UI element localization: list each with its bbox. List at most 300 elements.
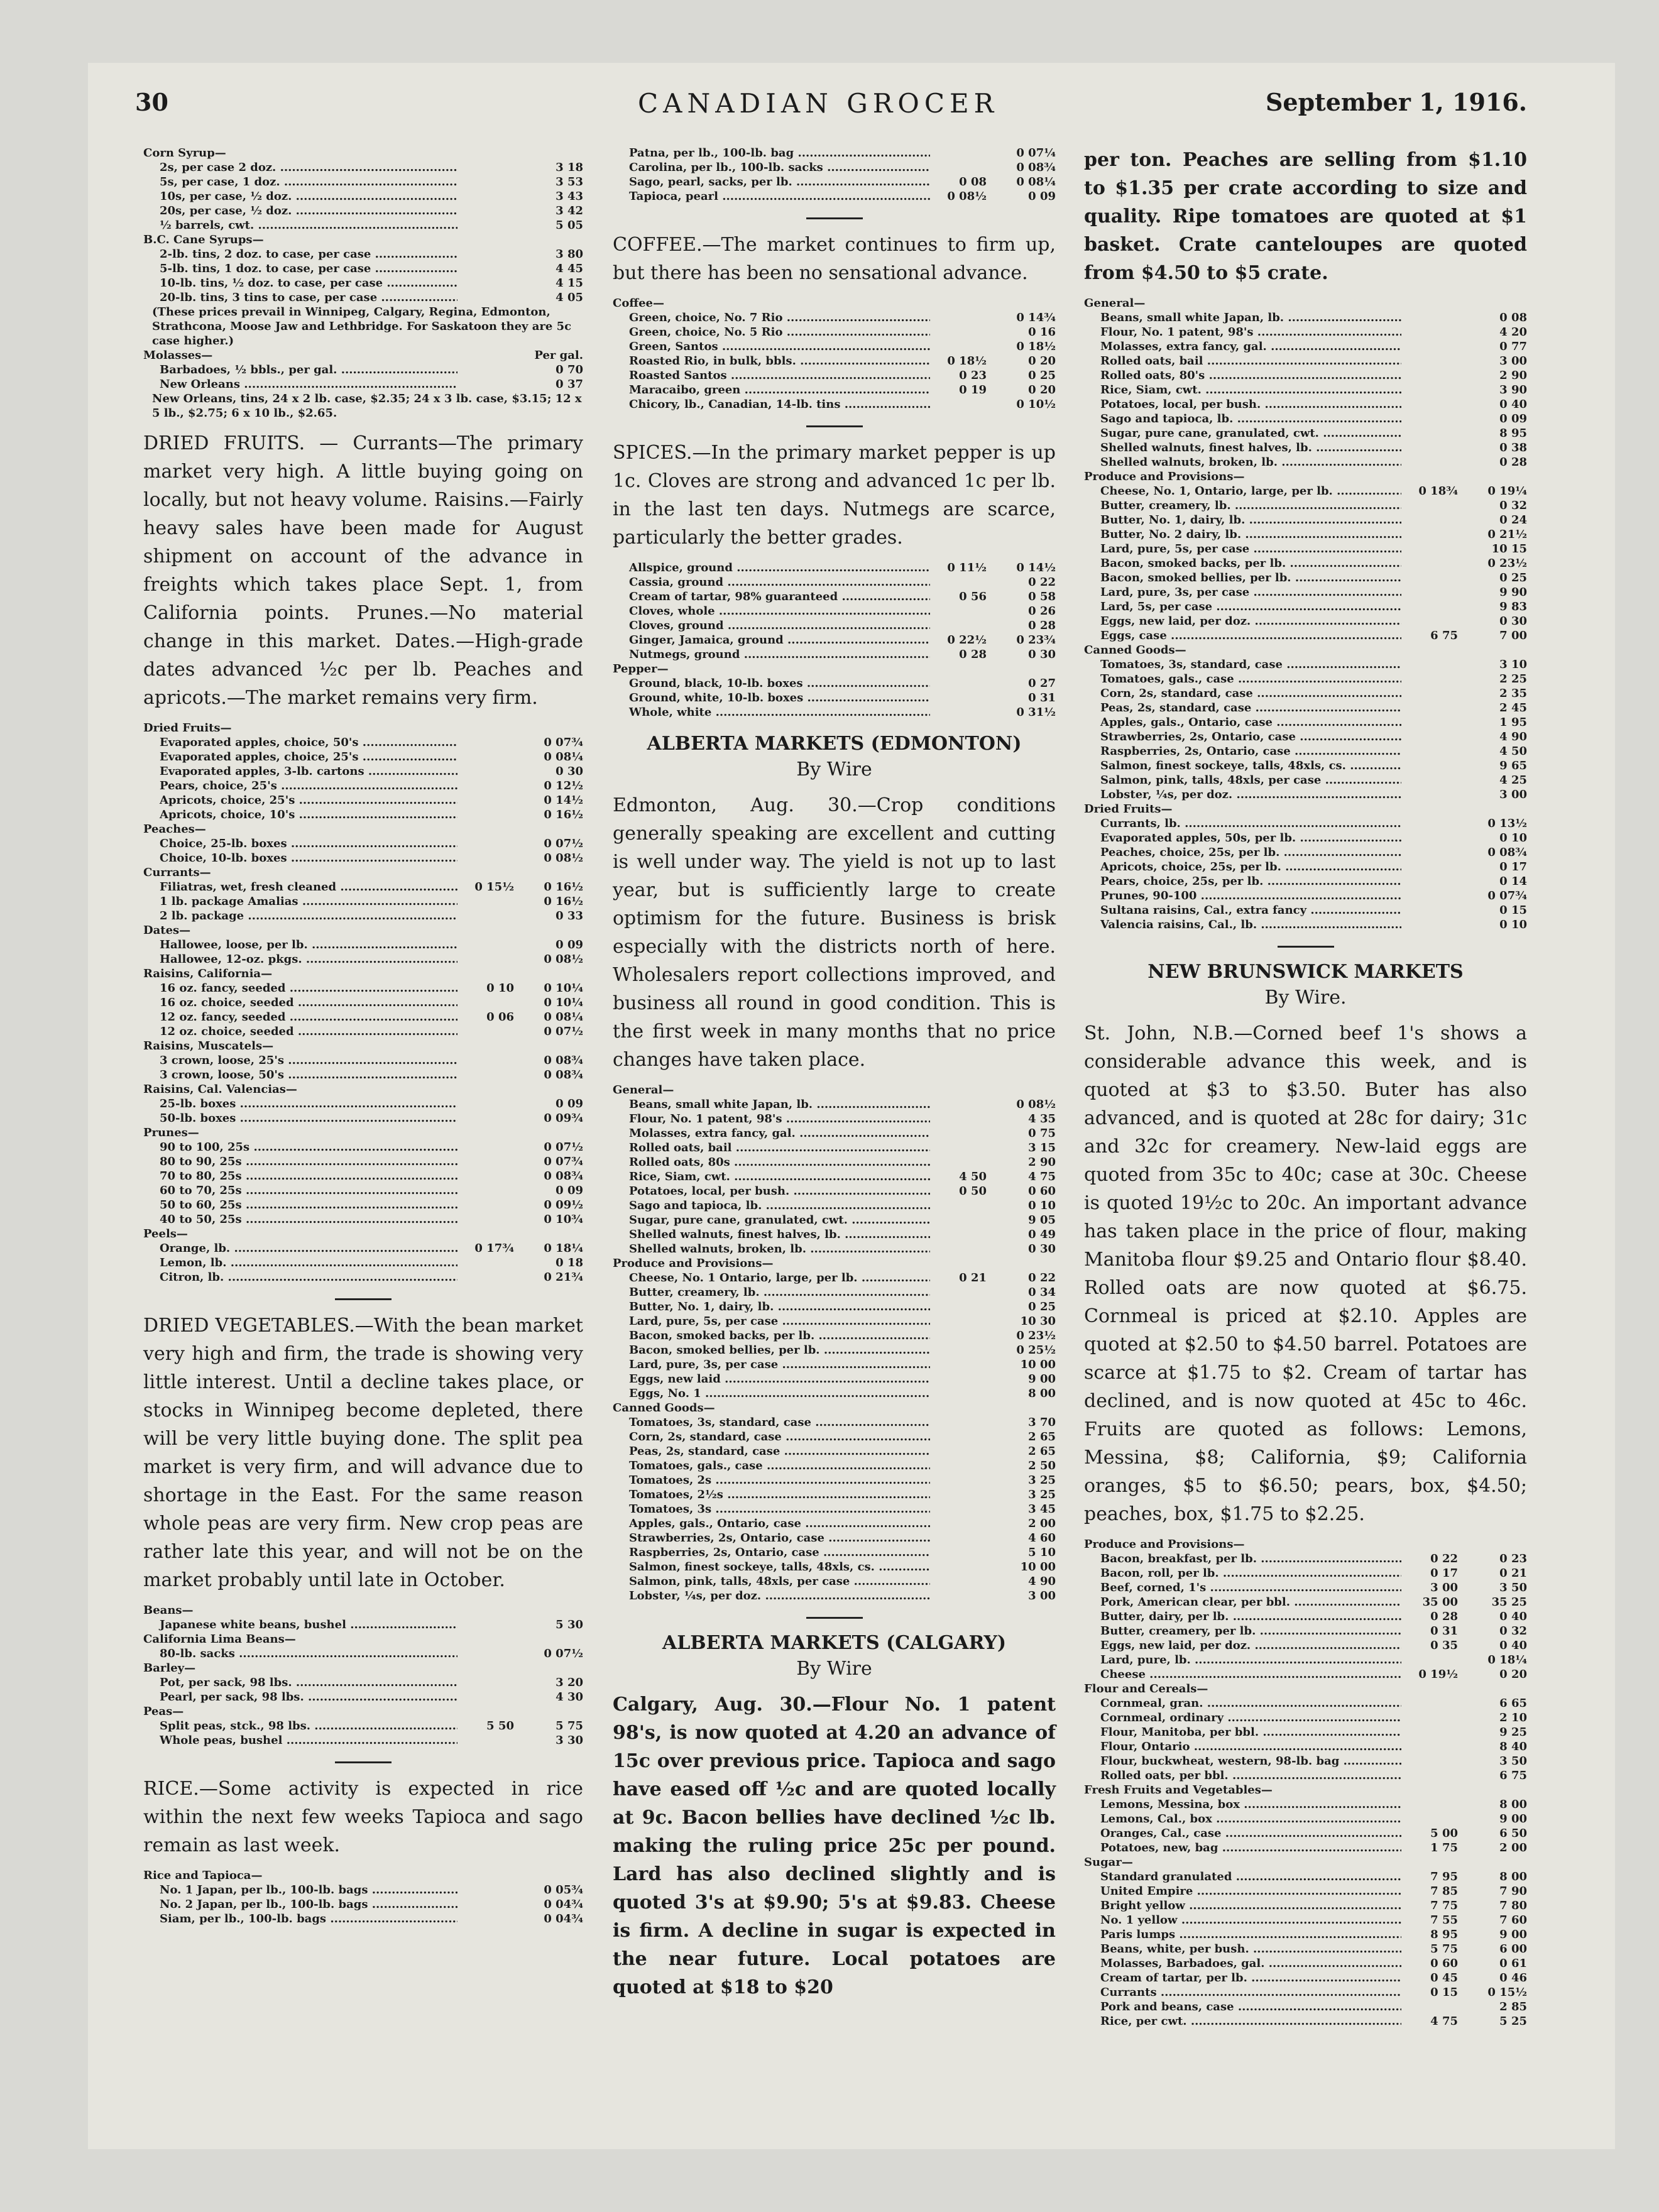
price-low	[1401, 657, 1458, 672]
item-label: Whole, white .....	[613, 705, 930, 720]
price-low: 7 95	[1430, 1870, 1458, 1883]
item-label: Rice, per cwt. .....	[1084, 2014, 1401, 2029]
price-low	[930, 1545, 987, 1560]
molasses-header	[143, 348, 583, 363]
price-high: 4 05	[556, 291, 583, 304]
price-high: 2 00	[1499, 1841, 1527, 1854]
item-label: Allspice, ground .....	[613, 561, 930, 575]
item-label: Ground, white, 10-lb. boxes .....	[613, 691, 930, 705]
price-high: 3 42	[556, 204, 583, 217]
price-row	[613, 561, 1056, 575]
price-row	[613, 589, 1056, 604]
item-label: Sago, pearl, sacks, per lb. .....	[613, 175, 930, 189]
item-label: Pork and beans, case .....	[1084, 2000, 1401, 2014]
price-row	[143, 952, 583, 966]
price-low	[457, 1256, 514, 1270]
unit-label: Per gal.	[534, 349, 583, 362]
item-label: 20s, per case, ½ doz. .....	[143, 204, 457, 218]
price-row	[1084, 325, 1527, 339]
item-label: Hallowee, loose, per lb. .....	[143, 938, 457, 952]
price-low	[457, 808, 514, 822]
item-label: Strawberries, 2s, Ontario, case .....	[613, 1531, 930, 1545]
price-row	[143, 247, 583, 261]
price-high: 7 60	[1499, 1914, 1527, 1927]
price-low	[1401, 498, 1458, 513]
price-high: 0 08½	[1016, 1098, 1056, 1111]
price-low	[457, 218, 514, 233]
price-low	[457, 1897, 514, 1912]
price-high: 0 09¾	[544, 1112, 583, 1125]
price-low	[1401, 903, 1458, 917]
price-low	[1401, 787, 1458, 802]
item-label: Evaporated apples, 50s, per lb. .....	[1084, 831, 1401, 845]
item-label: 25-lb. boxes .....	[143, 1097, 457, 1111]
price-row	[143, 1256, 583, 1270]
price-low	[930, 1516, 987, 1531]
price-high: 0 23¾	[1016, 633, 1056, 647]
price-high: 0 23½	[1016, 1329, 1056, 1342]
price-row	[1084, 412, 1527, 426]
price-low	[930, 1141, 987, 1155]
item-label: Orange, lb. .....	[143, 1241, 457, 1256]
price-high: 3 30	[556, 1734, 583, 1747]
price-row	[143, 218, 583, 233]
price-low	[930, 146, 987, 160]
price-high: 0 70	[556, 363, 583, 376]
price-high: 0 18½	[1016, 340, 1056, 353]
item-label: Currants, lb. .....	[1084, 816, 1401, 831]
price-low	[930, 618, 987, 633]
price-low	[1401, 383, 1458, 397]
price-high: 0 37	[556, 378, 583, 391]
price-low	[1401, 672, 1458, 686]
price-row	[613, 383, 1056, 397]
item-label: Cream of tartar, 98% guaranteed .....	[613, 589, 930, 604]
price-row	[1084, 845, 1527, 860]
price-low	[1401, 310, 1458, 325]
item-label: Eggs, new laid, per doz. .....	[1084, 614, 1401, 628]
item-label: Apples, gals., Ontario, case .....	[613, 1516, 930, 1531]
price-row	[143, 160, 583, 175]
market-report: St. John, N.B.—Corned beef 1's shows a considerable advance this week, and is quoted at $3 to $3.50. Buter has also advanced, and is quoted at 28c for dairy; 31c and 32c for creamery. New-laid eggs are quoted from 35c to 40c; case at 30c. Cheese is quoted 19½c to 20c. An important advance has taken place in the price of flour, making Manitoba flour $9.25 and Ontario flour $8.40. Rolled oats are now quoted at $6.75. Cornmeal is priced at $2.10. Apples are quoted at $2.50 to $4.50 barrel. Potatoes are scarce at $1.75 to $2. Cream of tartar has declined, and is now quoted at 45c to 46c. Fruits are quoted as follows: Lemons, Messina, $8; California, $9; California oranges, $5 to $6.50; pears, box, $4.50; peaches, box, $1.75 to $2.25.	[1084, 1022, 1527, 1525]
item-label: Lobster, ¼s, per doz. .....	[1084, 787, 1401, 802]
category-label: Dried Fruits—	[1084, 802, 1173, 816]
price-row	[613, 575, 1056, 589]
price-low	[457, 995, 514, 1010]
price-row	[613, 1531, 1056, 1545]
price-high: 0 23	[1499, 1552, 1527, 1565]
item-label: Lard, 5s, per case .....	[1084, 600, 1401, 614]
item-label: Evaporated apples, 3-lb. cartons .....	[143, 764, 457, 779]
price-row	[1084, 513, 1527, 527]
item-label: Bright yellow .....	[1084, 1898, 1401, 1913]
price-high: 3 25	[1028, 1488, 1056, 1501]
item-label: Choice, 25-lb. boxes .....	[143, 836, 457, 851]
price-high: 2 65	[1028, 1445, 1056, 1458]
item-label: Bacon, smoked backs, per lb. .....	[613, 1328, 930, 1343]
price-low	[1401, 1768, 1458, 1783]
price-high: 2 50	[1028, 1459, 1056, 1472]
price-high: 9 83	[1499, 600, 1527, 613]
item-label: Pork, American clear, per bbl. .....	[1084, 1595, 1401, 1609]
price-row	[613, 1444, 1056, 1459]
price-row	[143, 995, 583, 1010]
divider	[806, 1617, 863, 1619]
price-high: 0 58	[1028, 590, 1056, 603]
item-label: Flour, buckwheat, western, 98-lb. bag .....	[1084, 1754, 1401, 1768]
price-high: 10 00	[1020, 1560, 1056, 1574]
price-row	[613, 1242, 1056, 1256]
price-high: 0 08¾	[544, 1054, 583, 1067]
price-low	[457, 1053, 514, 1068]
price-high: 0 14½	[1016, 561, 1056, 574]
item-label: 50-lb. boxes .....	[143, 1111, 457, 1125]
page-header	[135, 88, 1527, 126]
price-low	[1401, 441, 1458, 455]
price-high: 0 32	[1499, 1624, 1527, 1638]
market-report: COFFEE.—The market continues to firm up, but there has been no sensational advance.	[613, 234, 1056, 284]
price-row	[613, 1545, 1056, 1560]
price-row	[143, 1154, 583, 1169]
price-list	[613, 1083, 1056, 1603]
price-row	[1084, 600, 1527, 614]
price-low	[457, 836, 514, 851]
price-high: 4 50	[1499, 745, 1527, 758]
price-list	[1084, 296, 1527, 932]
price-high: 0 09	[556, 938, 583, 951]
item-label: Lard, pure, 5s, per case .....	[613, 1314, 930, 1328]
category-label: Produce and Provisions—	[1084, 470, 1245, 483]
price-row	[613, 1473, 1056, 1487]
price-low: 0 06	[486, 1010, 514, 1024]
price-low	[1401, 1797, 1458, 1812]
price-low	[930, 1097, 987, 1112]
item-label: Molasses, Barbadoes, gal. .....	[1084, 1956, 1401, 1971]
price-row	[143, 1198, 583, 1212]
price-low	[930, 1300, 987, 1314]
price-high: 7 00	[1499, 629, 1527, 642]
category-label: General—	[1084, 297, 1146, 310]
item-label: Butter, No. 1, dairy, lb. .....	[613, 1300, 930, 1314]
price-low	[457, 290, 514, 305]
price-high: 0 15	[1499, 904, 1527, 917]
price-high: 0 32	[1499, 499, 1527, 512]
price-row	[613, 1155, 1056, 1169]
price-high: 3 00	[1499, 354, 1527, 368]
item-label: Whole peas, bushel .....	[143, 1733, 457, 1748]
price-row	[613, 1574, 1056, 1589]
price-high: 3 18	[556, 161, 583, 174]
item-label: Butter, dairy, per lb. .....	[1084, 1609, 1401, 1624]
price-low	[1401, 917, 1458, 932]
item-label: Eggs, new laid .....	[613, 1372, 930, 1386]
price-row	[1084, 831, 1527, 845]
price-low: 5 50	[486, 1719, 514, 1733]
price-low	[1401, 1754, 1458, 1768]
divider	[335, 1298, 391, 1300]
item-label: Potatoes, local, per bush. .....	[613, 1184, 930, 1198]
item-label: Sultana raisins, Cal., extra fancy .....	[1084, 903, 1401, 917]
price-high: 6 50	[1499, 1827, 1527, 1840]
price-high: 0 08¼	[544, 750, 583, 764]
price-row	[1084, 889, 1527, 903]
price-high: 0 46	[1499, 1971, 1527, 1985]
price-row	[1084, 730, 1527, 744]
price-low	[930, 1502, 987, 1516]
category-label: Canned Goods—	[1084, 643, 1186, 657]
price-low	[1401, 730, 1458, 744]
price-low	[930, 1531, 987, 1545]
price-row	[613, 1112, 1056, 1126]
price-row	[613, 633, 1056, 647]
price-high: 0 04¾	[544, 1912, 583, 1925]
price-low	[930, 604, 987, 618]
item-label: Salmon, pink, talls, 48xls, per case .....	[1084, 773, 1401, 787]
item-label: Oranges, Cal., case .....	[1084, 1826, 1401, 1841]
price-low	[457, 1883, 514, 1897]
price-high: 0 04¾	[544, 1898, 583, 1911]
price-low	[457, 1675, 514, 1690]
price-low	[1401, 816, 1458, 831]
price-row	[613, 1097, 1056, 1112]
item-label: Filiatras, wet, fresh cleaned .....	[143, 880, 457, 894]
price-high: 4 25	[1499, 774, 1527, 787]
price-row	[1084, 628, 1527, 643]
price-high: 3 50	[1499, 1755, 1527, 1768]
item-label: Lemons, Messina, box .....	[1084, 1797, 1401, 1812]
price-row	[143, 1053, 583, 1068]
price-high: 0 40	[1499, 1610, 1527, 1623]
price-row	[613, 1213, 1056, 1227]
item-label: Sugar, pure cane, granulated, cwt. .....	[1084, 426, 1401, 441]
divider	[1278, 946, 1334, 948]
price-list	[143, 1868, 583, 1926]
price-low: 3 00	[1430, 1581, 1458, 1594]
item-label: Rice, Siam, cwt. .....	[613, 1169, 930, 1184]
price-high: 0 10¼	[544, 982, 583, 995]
item-label: Butter, creamery, lb. .....	[1084, 498, 1401, 513]
price-high: 2 85	[1499, 2000, 1527, 2013]
market-report: Calgary, Aug. 30.—Flour No. 1 patent 98's, is now quoted at 4.20 an advance of 15c over previous price. Tapioca and sago have eased off ½c and are quoted locally at 9c. Bacon bellies have declined ½c lb. making the ruling price 25c per pound. Lard has also declined slightly and is quoted 3's at $9.90; 5's at $9.83. Cheese is firm. A decline in sugar is expected in the near future. Local potatoes are quoted at $18 to $20	[613, 1694, 1056, 1998]
price-high: 7 80	[1499, 1899, 1527, 1912]
item-label: 5-lb. tins, 1 doz. to case, per case .....	[143, 261, 457, 276]
price-low	[1401, 1725, 1458, 1739]
price-low: 0 22	[1430, 1552, 1458, 1565]
item-label: New Orleans .....	[143, 377, 457, 391]
item-label: Maracaibo, green .....	[613, 383, 930, 397]
price-row	[613, 325, 1056, 339]
price-row	[1084, 310, 1527, 325]
price-row	[613, 1314, 1056, 1328]
price-low	[930, 1560, 987, 1574]
price-high: 0 10¼	[544, 996, 583, 1009]
item-label: Bacon, breakfast, per lb. .....	[1084, 1552, 1401, 1566]
item-label: Shelled walnuts, broken, lb. .....	[613, 1242, 930, 1256]
price-row	[1084, 1739, 1527, 1754]
price-row	[613, 310, 1056, 325]
price-row	[613, 676, 1056, 691]
section-heading: ALBERTA MARKETS (CALGARY)	[662, 1632, 1007, 1654]
price-low	[1401, 831, 1458, 845]
price-high: 0 34	[1028, 1286, 1056, 1299]
price-high: 9 00	[1499, 1812, 1527, 1826]
price-low	[457, 938, 514, 952]
price-row	[613, 1169, 1056, 1184]
price-row	[613, 1589, 1056, 1603]
price-low: 8 95	[1430, 1928, 1458, 1941]
item-label: Cheese .....	[1084, 1667, 1401, 1682]
item-label: Tomatoes, 2s .....	[613, 1473, 930, 1487]
price-high: 0 09½	[544, 1198, 583, 1212]
column-1	[143, 146, 583, 1926]
item-label: 5s, per case, 1 doz. .....	[143, 175, 457, 189]
price-low	[930, 1126, 987, 1141]
item-label: Cheese, No. 1 Ontario, large, per lb. .....	[613, 1271, 930, 1285]
price-high: 5 10	[1028, 1546, 1056, 1559]
item-label: Tomatoes, 3s .....	[613, 1502, 930, 1516]
price-low	[930, 1343, 987, 1357]
item-label: Cloves, ground .....	[613, 618, 930, 633]
item-label: No. 2 Japan, per lb., 100-lb. bags .....	[143, 1897, 457, 1912]
item-label: Tomatoes, gals., case .....	[1084, 672, 1401, 686]
price-high: 9 00	[1028, 1372, 1056, 1386]
price-high: 0 33	[556, 909, 583, 923]
price-row	[613, 1328, 1056, 1343]
price-low	[1401, 1739, 1458, 1754]
price-low	[457, 1212, 514, 1227]
price-row	[613, 1560, 1056, 1574]
price-row	[1084, 917, 1527, 932]
price-low	[457, 764, 514, 779]
price-low	[1401, 354, 1458, 368]
price-high: 0 16	[1028, 326, 1056, 339]
price-high: 0 49	[1028, 1228, 1056, 1241]
price-high: 2 45	[1499, 701, 1527, 715]
price-high: 6 75	[1499, 1769, 1527, 1782]
price-row	[143, 276, 583, 290]
price-row	[613, 1141, 1056, 1155]
price-row	[1084, 527, 1527, 542]
price-row	[613, 368, 1056, 383]
price-row	[613, 189, 1056, 204]
price-low: 5 75	[1430, 1942, 1458, 1956]
item-label: Cloves, whole .....	[613, 604, 930, 618]
price-row	[613, 354, 1056, 368]
price-list	[613, 296, 1056, 412]
price-low	[1401, 325, 1458, 339]
price-low	[930, 1155, 987, 1169]
price-row	[143, 1675, 583, 1690]
item-label: Ground, black, 10-lb. boxes .....	[613, 676, 930, 691]
price-low	[930, 1444, 987, 1459]
price-row	[143, 1140, 583, 1154]
price-low	[930, 397, 987, 412]
price-low	[930, 1372, 987, 1386]
item-label: Butter, No. 2 dairy, lb. .....	[1084, 527, 1401, 542]
price-row	[1084, 874, 1527, 889]
market-report: SPICES.—In the primary market pepper is up 1c. Cloves are strong and advanced 1c per lb. in the last ten days. Nutmegs are scarce, particularly the better grades.	[613, 442, 1056, 549]
price-low	[1401, 845, 1458, 860]
item-label: Barbadoes, ½ bbls., per gal. .....	[143, 363, 457, 377]
price-row	[613, 1300, 1056, 1314]
price-low	[930, 1415, 987, 1430]
price-high: 0 16½	[544, 808, 583, 821]
price-high: 0 77	[1499, 340, 1527, 353]
price-high: 0 14½	[544, 794, 583, 807]
price-high: 8 00	[1028, 1387, 1056, 1400]
category-label: Raisins, California—	[143, 967, 273, 980]
price-high: 0 09	[556, 1097, 583, 1110]
item-label: Tomatoes, 2½s .....	[613, 1487, 930, 1502]
price-row	[613, 1285, 1056, 1300]
category-label: Dates—	[143, 924, 191, 937]
price-row	[143, 938, 583, 952]
item-label: Salmon, finest sockeye, talls, 48xls, cs. .....	[1084, 758, 1401, 773]
item-label: Butter, No. 1, dairy, lb. .....	[1084, 513, 1401, 527]
item-label: Corn, 2s, standard, case .....	[1084, 686, 1401, 701]
price-row	[1084, 1797, 1527, 1812]
price-high: 35 25	[1491, 1596, 1527, 1609]
divider	[335, 1761, 391, 1763]
item-label: Rolled oats, bail .....	[1084, 354, 1401, 368]
price-high: 0 09	[1499, 412, 1527, 425]
price-row	[143, 1690, 583, 1704]
price-high: 0 22	[1028, 576, 1056, 589]
price-high: 0 10¾	[544, 1213, 583, 1226]
price-high: 0 07¾	[544, 1155, 583, 1168]
category-label: Fresh Fruits and Vegetables—	[1084, 1783, 1273, 1797]
price-high: 0 17	[1499, 860, 1527, 873]
price-high: 0 26	[1028, 605, 1056, 618]
item-label: Shelled walnuts, finest halves, lb. .....	[613, 1227, 930, 1242]
category-label: Molasses—	[143, 349, 213, 362]
item-label: 10s, per case, ½ doz. .....	[143, 189, 457, 204]
price-list	[143, 363, 583, 391]
price-row	[1084, 701, 1527, 715]
item-label: Roasted Santos .....	[613, 368, 930, 383]
price-row	[143, 1010, 583, 1024]
price-low	[1401, 368, 1458, 383]
price-row	[1084, 1754, 1527, 1768]
price-row	[143, 981, 583, 995]
price-low	[457, 1097, 514, 1111]
price-low	[930, 1473, 987, 1487]
item-label: 80 to 90, 25s .....	[143, 1154, 457, 1169]
price-row	[1084, 556, 1527, 571]
item-label: Evaporated apples, choice, 25's .....	[143, 750, 457, 764]
price-row	[1084, 1725, 1527, 1739]
price-low	[1401, 686, 1458, 701]
item-label: Salmon, finest sockeye, talls, 48xls, cs. .....	[613, 1560, 930, 1574]
price-low: 7 55	[1430, 1914, 1458, 1927]
price-low	[1401, 2000, 1458, 2014]
price-row	[143, 189, 583, 204]
item-label: Lemons, Cal., box .....	[1084, 1812, 1401, 1826]
item-label: No. 1 yellow .....	[1084, 1913, 1401, 1927]
item-label: Lard, pure, lb. .....	[1084, 1653, 1401, 1667]
price-high: 0 07½	[544, 837, 583, 850]
item-label: Flour, No. 1 patent, 98's .....	[1084, 325, 1401, 339]
price-high: 9 00	[1499, 1928, 1527, 1941]
item-label: Apricots, choice, 25's .....	[143, 793, 457, 808]
column-2	[613, 146, 1056, 2010]
item-label: Valencia raisins, Cal., lb. .....	[1084, 917, 1401, 932]
price-low	[930, 1227, 987, 1242]
category-label: Canned Goods—	[613, 1401, 715, 1415]
price-row	[613, 146, 1056, 160]
item-label: 12 oz. choice, seeded .....	[143, 1024, 457, 1039]
price-high: 4 30	[556, 1690, 583, 1704]
